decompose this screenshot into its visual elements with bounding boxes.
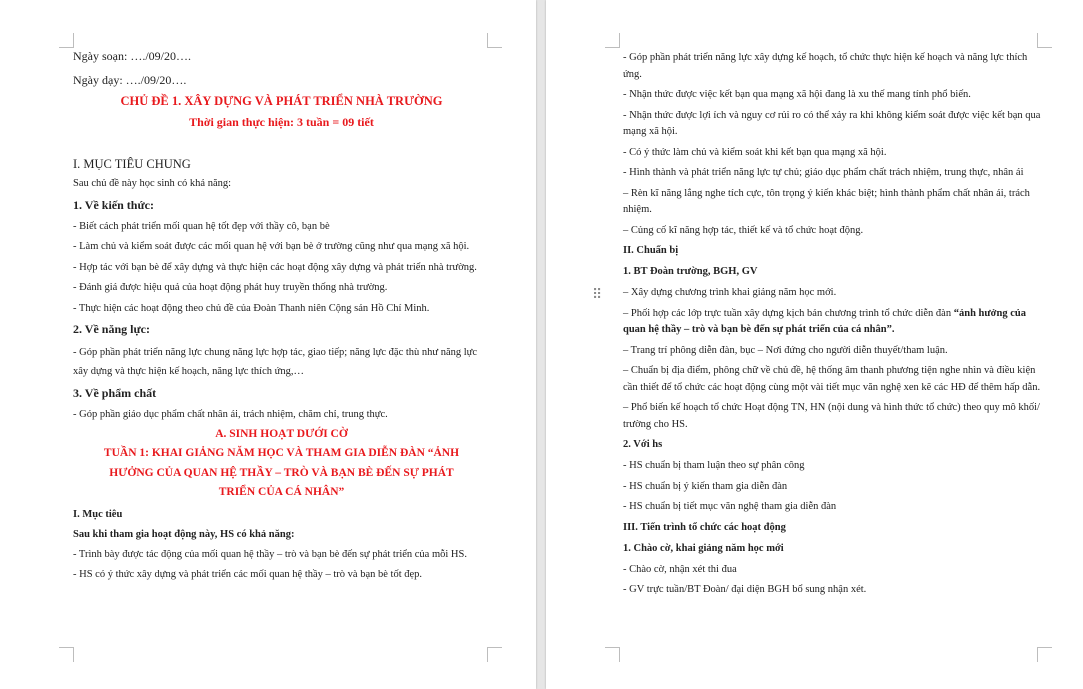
corner-crop-mark [59,33,74,48]
week1-title: TUẦN 1: KHAI GIẢNG NĂM HỌC VÀ THAM GIA DIỄN ĐÀN “ẢNH HƯỞNG CỦA QUAN HỆ THẦY – TRÒ VÀ BẠN BÈ ĐẾN SỰ PHÁT TRIỂN CỦA CÁ NHÂN” [103,447,460,498]
skills-heading: 2. Về năng lực: [73,322,150,336]
page-text-area[interactable] [623,50,1041,603]
objectives-item: – Củng cố kĩ năng hợp tác, thiết kế và tổ chức hoạt động. [623,224,864,236]
prep-date-line: Ngày soạn: …./09/20…. [73,49,191,63]
activity1-item: - Chào cờ, nhận xét thi đua [623,563,737,575]
qualities-heading: 3. Về phẩm chất [73,386,157,400]
corner-crop-mark [487,33,502,48]
general-objectives-heading: I. MỤC TIÊU CHUNG [73,157,191,171]
staff-item [623,306,1041,339]
staff-item: – Xây dựng chương trình khai giảng năm học mới. [623,287,837,298]
objectives-item: - HS có ý thức xây dựng và phát triển các mối quan hệ thầy – trò và bạn bè tốt đẹp. [73,569,423,580]
corner-crop-mark [605,647,620,662]
document-page-left [0,0,536,689]
objectives-item: - Trình bày được tác động của mối quan hệ thầy – trò và bạn bè đến sự phát triển của mỗi HS. [73,548,467,560]
knowledge-item: - Đánh giá được hiệu quả của hoạt động phát huy truyền thống nhà trường. [73,282,388,293]
objectives-intro: Sau khi tham gia hoạt động này, HS có khả năng: [73,528,295,540]
process-heading: III. Tiến trình tổ chức các hoạt động [623,521,786,533]
staff-item: – Trang trí phông diễn đàn, bục – Nơi đứng cho người diễn thuyết/tham luận. [623,344,948,356]
staff-item-text: – Phối hợp các lớp trực tuần xây dựng kịch bản chương trình tổ chức diễn đàn [623,307,954,319]
topic-title: CHỦ ĐỀ 1. XÂY DỰNG VÀ PHÁT TRIỂN NHÀ TRƯỜNG [120,94,443,108]
objectives-item: - Góp phần phát triển năng lực xây dựng kế hoạch, tổ chức thực hiện kế hoạch và năng lực thích ứng. [623,52,1028,80]
activity1-heading: 1. Chào cờ, khai giảng năm học mới [623,542,784,554]
paragraph-drag-handle-icon[interactable]: ⠿ [592,287,603,303]
students-heading: 2. Với hs [623,439,663,450]
knowledge-heading: 1. Về kiến thức: [73,197,154,212]
objectives-heading: I. Mục tiêu [73,508,123,520]
students-item: - HS chuẩn bị tiết mục văn nghệ tham gia diễn đàn [623,501,837,512]
preparation-heading: II. Chuẩn bị [623,245,679,256]
objectives-item: - Hình thành và phát triển năng lực tự chủ; giáo dục phẩm chất trách nhiệm, trung thực, nhân ái [623,167,1024,178]
knowledge-item: - Làm chủ và kiểm soát được các mối quan hệ với bạn bè ở trường cũng như qua mạng xã hội. [73,241,470,252]
document-page-right [546,0,1083,689]
corner-crop-mark [487,647,502,662]
staff-item: – Phổ biến kế hoạch tổ chức Hoạt động TN, HN (nội dung và hình thức tổ chức) theo quy mô khối/ trường cho HS. [623,402,1040,430]
corner-crop-mark [1037,647,1052,662]
knowledge-item: - Thực hiện các hoạt động theo chủ đề của Đoàn Thanh niên Cộng sản Hồ Chí Minh. [73,302,430,314]
objectives-item: - Có ý thức làm chủ và kiểm soát khi kết bạn qua mạng xã hội. [623,146,887,158]
corner-crop-mark [1037,33,1052,48]
topic-duration: Thời gian thực hiện: 3 tuần = 09 tiết [189,115,374,129]
knowledge-item: - Hợp tác với bạn bè để xây dựng và thực hiện các hoạt động xây dựng và phát triển nhà trường. [73,261,477,273]
qualities-item: - Góp phần giáo dục phẩm chất nhân ái, trách nhiệm, chăm chỉ, trung thực. [73,409,388,420]
students-item: - HS chuẩn bị tham luận theo sự phân công [623,460,805,471]
objectives-item: - Nhận thức được việc kết bạn qua mạng xã hội đang là xu thế mang tính phổ biến. [623,89,971,100]
page-text-area[interactable] [73,48,490,588]
section-a-title: A. SINH HOẠT DƯỚI CỜ [215,427,348,440]
intro-text: Sau chủ đề này học sinh có khả năng: [73,178,232,189]
staff-item: – Chuẩn bị địa điểm, phông chữ về chủ đề, hệ thống âm thanh phương tiện nghe nhìn và điều kiện cần thiết để tổ chức các hoạt động cùng một vài tiết mục văn nghệ xen kẽ các HĐ để thêm hấp dẫn. [623,365,1041,393]
activity1-item: - GV trực tuần/BT Đoàn/ đại diện BGH bổ sung nhận xét. [623,584,867,595]
corner-crop-mark [59,647,74,662]
knowledge-item: - Biết cách phát triển mối quan hệ tốt đẹp với thầy cô, bạn bè [73,220,330,232]
teach-date-line: Ngày dạy: …./09/20…. [73,73,187,87]
forum-name: “ảnh hưởng của quan hệ thầy – trò và bạn bè đến sự phát triển của cá nhân”. [623,307,1026,335]
staff-heading: 1. BT Đoàn trường, BGH, GV [623,266,758,277]
objectives-item: - Nhận thức được lợi ích và nguy cơ rủi ro có thể xảy ra khi không kiểm soát được việc kết bạn qua mạng xã hội. [623,109,1041,137]
students-item: - HS chuẩn bị ý kiến tham gia diễn đàn [623,480,788,492]
skills-item: - Góp phần phát triển năng lực chung năng lực hợp tác, giao tiếp; năng lực đặc thù như năng lực xây dựng và thực hiện kế hoạch, năng lực thích ứng,… [73,347,478,377]
objectives-item: – Rèn kĩ năng lắng nghe tích cực, tôn trọng ý kiến khác biệt; hình thành phẩm chất nhân ái, trách nhiệm. [623,187,1030,215]
corner-crop-mark [605,33,620,48]
